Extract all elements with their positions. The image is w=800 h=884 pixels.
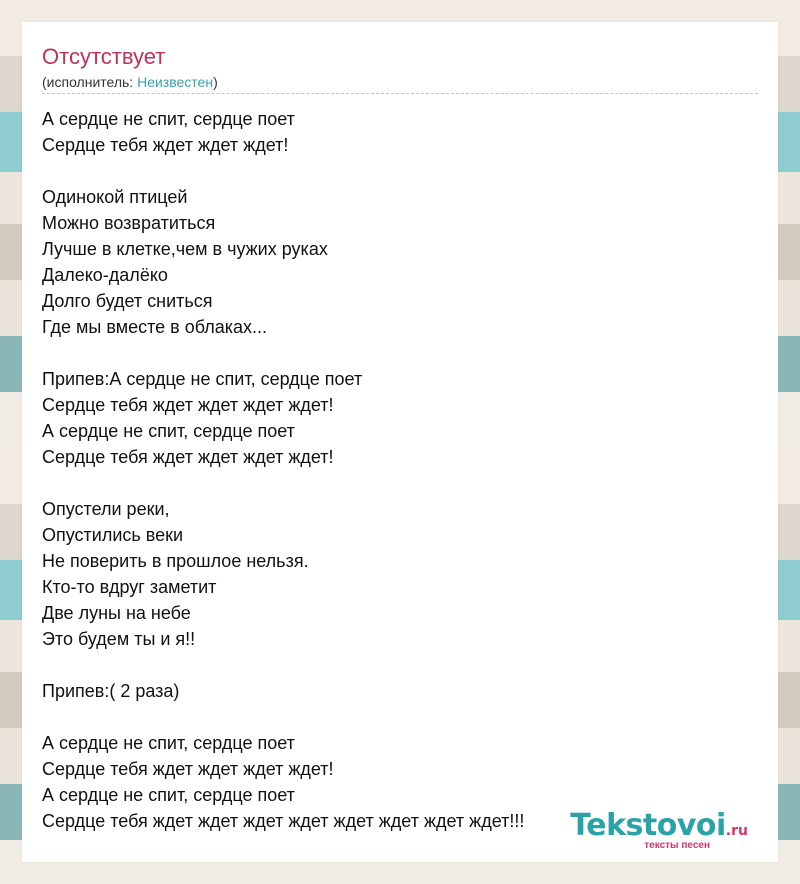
lyric-line [42, 652, 762, 678]
lyric-line: Далеко-далёко [42, 265, 168, 285]
tekstovoi-logo[interactable] [570, 808, 748, 851]
artist-suffix: ) [213, 74, 218, 90]
lyric-line: А сердце не спит, сердце поет [42, 733, 295, 753]
lyric-line: Припев:( 2 раза) [42, 681, 180, 701]
lyric-line: Сердце тебя ждет ждет ждет ждет! [42, 759, 334, 779]
artist-line [42, 73, 218, 91]
lyric-line: Опустились веки [42, 525, 184, 545]
lyric-line: Сердце тебя ждет ждет ждет ждет! [42, 395, 334, 415]
logo-tld: .ru [725, 823, 748, 839]
lyric-line: Сердце тебя ждет ждет ждет! [42, 135, 289, 155]
lyric-line [42, 158, 762, 184]
lyric-line [42, 340, 762, 366]
lyric-line: Можно возвратиться [42, 213, 216, 233]
lyric-line: Сердце тебя ждет ждет ждет ждет! [42, 447, 334, 467]
lyric-line: Две луны на небе [42, 603, 191, 623]
lyric-line: Сердце тебя ждет ждет ждет ждет ждет ждет ждет ждет!!! [42, 811, 525, 831]
lyric-line [42, 470, 762, 496]
song-title: Отсутствует [42, 44, 166, 69]
lyric-line: Опустели реки, [42, 499, 170, 519]
logo-name: Tekstovoi [570, 808, 726, 843]
lyric-line: А сердце не спит, сердце поет [42, 421, 295, 441]
lyric-line: Лучше в клетке,чем в чужих руках [42, 239, 328, 259]
lyric-line: Припев:А сердце не спит, сердце поет [42, 369, 363, 389]
lyric-line: А сердце не спит, сердце поет [42, 785, 295, 805]
lyric-line: Где мы вместе в облаках... [42, 317, 268, 337]
lyrics-card [22, 22, 778, 862]
dashed-divider [42, 93, 758, 94]
lyrics-text [42, 106, 762, 834]
lyric-line: Не поверить в прошлое нельзя. [42, 551, 309, 571]
lyric-line: Долго будет сниться [42, 291, 213, 311]
logo-tagline: тексты песен [644, 840, 710, 851]
lyric-line: Кто-то вдруг заметит [42, 577, 217, 597]
lyric-line [42, 704, 762, 730]
lyric-line: Это будем ты и я!! [42, 629, 196, 649]
lyric-line: Одинокой птицей [42, 187, 188, 207]
lyric-line: А сердце не спит, сердце поет [42, 109, 295, 129]
artist-prefix: (исполнитель: [42, 74, 138, 90]
artist-link[interactable]: Неизвестен [137, 74, 214, 90]
